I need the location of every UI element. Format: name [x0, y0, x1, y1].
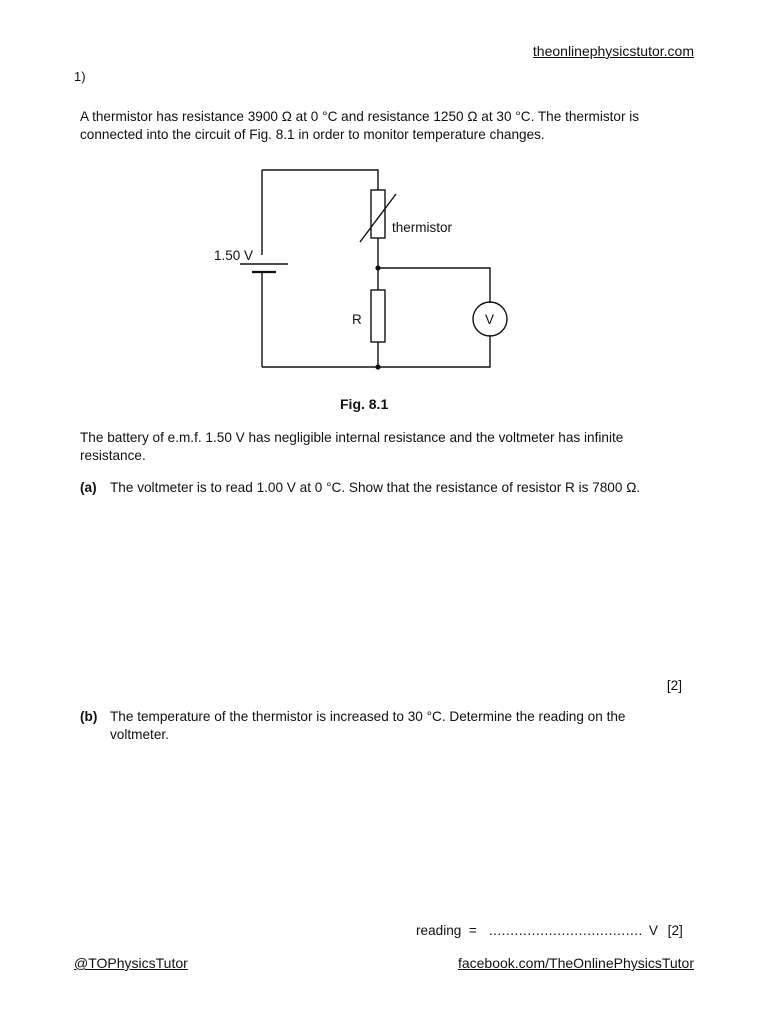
- resistor-label: R: [352, 312, 362, 327]
- wire-bottom: [262, 335, 490, 367]
- wire-to-voltmeter: [378, 268, 490, 303]
- answer-line[interactable]: [416, 923, 683, 938]
- battery-label: 1.50 V: [214, 248, 254, 263]
- thermistor-label: thermistor: [392, 220, 453, 235]
- junction-dot-top: [375, 265, 380, 270]
- answer-unit: V: [648, 923, 658, 938]
- footer-twitter-link[interactable]: @TOPhysicsTutor: [74, 955, 188, 971]
- resistor-body: [371, 290, 385, 342]
- website-link[interactable]: theonlinephysicstutor.com: [532, 43, 694, 59]
- question-number: 1): [74, 69, 86, 84]
- part-a-label: (a): [80, 480, 97, 495]
- part-a-marks: [2]: [666, 678, 682, 693]
- answer-prefix: reading =: [416, 923, 477, 938]
- part-b-text: The temperature of the thermistor is increased to 30 °C. Determine the reading on the voltmeter.: [110, 709, 626, 742]
- figure-caption: Fig. 8.1: [340, 396, 389, 412]
- thermistor-slash: [360, 194, 396, 242]
- answer-dots[interactable]: ....................................: [488, 923, 643, 938]
- circuit-diagram: [200, 160, 510, 375]
- thermistor-body: [371, 190, 385, 238]
- junction-dot-bottom: [375, 364, 380, 369]
- wire-top: [262, 170, 378, 190]
- part-a-text: The voltmeter is to read 1.00 V at 0 °C. Show that the resistance of resistor R is 7800 Ω.: [110, 480, 641, 495]
- part-b-label: (b): [80, 709, 98, 724]
- context-paragraph: The battery of e.m.f. 1.50 V has negligible internal resistance and the voltmeter has infinite resistance.: [80, 430, 624, 463]
- intro-paragraph: A thermistor has resistance 3900 Ω at 0 °C and resistance 1250 Ω at 30 °C. The thermistor is connected into the circuit of Fig. 8.1 in order to monitor temperature changes.: [80, 109, 640, 142]
- voltmeter-label: V: [485, 312, 495, 327]
- part-b-marks: [2]: [667, 923, 683, 938]
- footer-facebook-link[interactable]: facebook.com/TheOnlinePhysicsTutor: [457, 955, 694, 971]
